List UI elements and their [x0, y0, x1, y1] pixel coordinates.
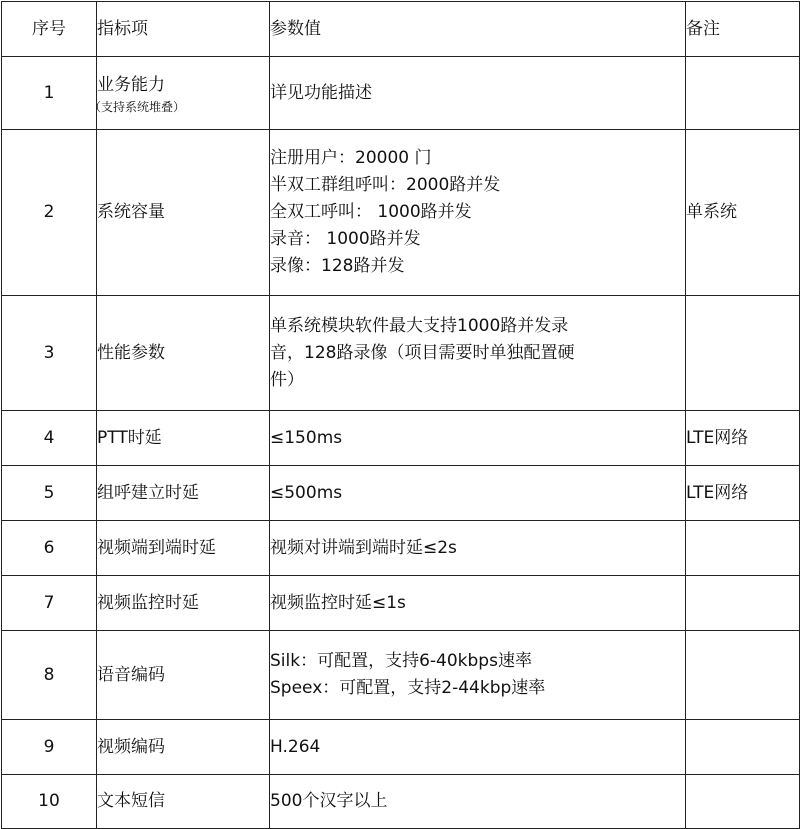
row-name: 文本短信	[97, 775, 270, 829]
row-value	[270, 521, 686, 576]
row-name: 语音编码	[97, 631, 270, 720]
value-line: Speex：可配置，支持2-44kbp速率	[270, 678, 546, 698]
row-name: PTT时延	[97, 411, 270, 466]
spec-table	[1, 1, 800, 829]
row-note: 单系统	[686, 130, 800, 296]
row-no: 3	[2, 296, 97, 411]
value-line: 详见功能描述	[270, 82, 372, 103]
table-row	[2, 130, 800, 296]
row-no: 4	[2, 411, 97, 466]
row-name: 视频编码	[97, 720, 270, 775]
row-name: 视频端到端时延	[97, 521, 270, 576]
table-row	[2, 57, 800, 130]
value-line: ≤500ms	[270, 482, 343, 503]
row-value	[270, 720, 686, 775]
header-no: 序号	[2, 2, 97, 57]
row-value	[270, 631, 686, 720]
row-name-main: 业务能力	[97, 74, 165, 95]
row-no: 1	[2, 57, 97, 130]
value-line: 注册用户：20000 门	[270, 148, 432, 168]
row-note	[686, 57, 800, 130]
row-note: LTE网络	[686, 466, 800, 521]
row-note	[686, 631, 800, 720]
value-line: 单系统模块软件最大支持1000路并发录	[270, 315, 569, 336]
value-line: 音，128路录像（项目需要时单独配置硬	[270, 342, 575, 363]
row-name-sub: （支持系统堆叠）	[89, 99, 186, 114]
row-note	[686, 576, 800, 631]
table-row	[2, 775, 800, 829]
table-row	[2, 296, 800, 411]
header-row	[2, 2, 800, 57]
row-value	[270, 466, 686, 521]
table-row	[2, 521, 800, 576]
table-row	[2, 411, 800, 466]
header-name: 指标项	[97, 2, 270, 57]
value-line: Silk：可配置，支持6-40kbps速率	[270, 651, 532, 671]
table-row	[2, 466, 800, 521]
value-line: 500个汉字以上	[270, 791, 388, 811]
value-line: ≤150ms	[270, 427, 343, 448]
row-note	[686, 775, 800, 829]
value-line: 视频对讲端到端时延≤2s	[270, 537, 457, 558]
table-row	[2, 720, 800, 775]
row-value	[270, 296, 686, 411]
row-value	[270, 130, 686, 296]
row-value	[270, 576, 686, 631]
value-line: 视频监控时延≤1s	[270, 592, 406, 613]
value-line: H.264	[270, 736, 321, 757]
row-no: 6	[2, 521, 97, 576]
value-line: 件）	[270, 369, 304, 390]
row-name: 性能参数	[97, 296, 270, 411]
row-name: 视频监控时延	[97, 576, 270, 631]
value-line: 录像：128路并发	[270, 256, 405, 276]
row-no: 9	[2, 720, 97, 775]
row-note	[686, 720, 800, 775]
table-row	[2, 576, 800, 631]
row-name: 组呼建立时延	[97, 466, 270, 521]
table-row	[2, 631, 800, 720]
row-value	[270, 775, 686, 829]
row-no: 10	[2, 775, 97, 829]
row-no: 5	[2, 466, 97, 521]
row-value	[270, 411, 686, 466]
row-no: 8	[2, 631, 97, 720]
header-note: 备注	[686, 2, 800, 57]
row-value	[270, 57, 686, 130]
value-line: 全双工呼叫： 1000路并发	[270, 202, 472, 222]
row-note	[686, 521, 800, 576]
header-value: 参数值	[270, 2, 686, 57]
row-name: 系统容量	[97, 130, 270, 296]
row-name	[89, 57, 270, 130]
value-line: 半双工群组呼叫：2000路并发	[270, 175, 501, 195]
row-no: 7	[2, 576, 97, 631]
row-note	[686, 296, 800, 411]
row-note: LTE网络	[686, 411, 800, 466]
value-line: 录音： 1000路并发	[270, 229, 421, 249]
row-no: 2	[2, 130, 97, 296]
